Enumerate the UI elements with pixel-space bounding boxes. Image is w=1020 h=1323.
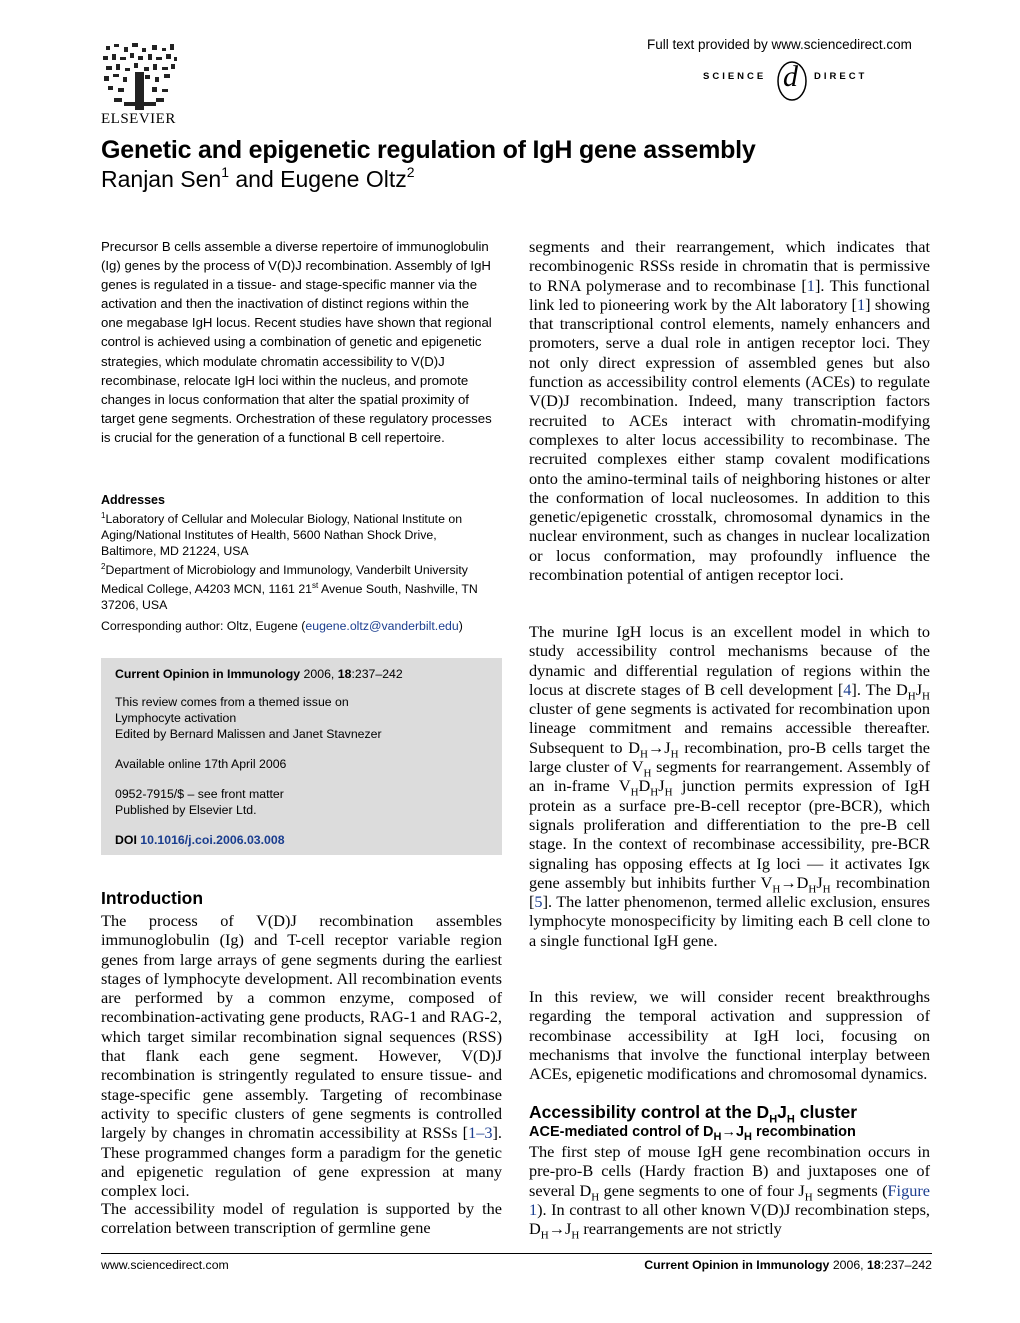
author-2: Eugene Oltz: [280, 166, 407, 192]
subsec-b: recombination: [751, 1124, 856, 1140]
subsection-heading-ace: [529, 1124, 930, 1143]
footer-pages: :237–242: [880, 1258, 932, 1272]
ref-link[interactable]: 1–3: [468, 1123, 493, 1143]
themed-issue-label: This review comes from a themed issue on: [115, 695, 349, 709]
footer-year: 2006,: [829, 1258, 868, 1272]
sciencedirect-logo: [700, 58, 940, 104]
sub-h: H: [630, 786, 639, 799]
ref-link[interactable]: 1: [856, 294, 866, 314]
corresponding-close: ): [458, 619, 463, 633]
address-1-number: 1: [101, 511, 106, 520]
p4-text-c: segments (: [812, 1180, 888, 1200]
address-2-text-a: Department of Microbiology and Immunology, Vanderbilt University Medical College, A4203 MCN, 1161 21: [101, 563, 468, 597]
sub-h: H: [804, 1190, 813, 1203]
p1-text-a: segments and their rearrangement, which indicates that recombinogenic RSSs reside in chromatin that is permissive to RNA polymerase and to recombinase [: [529, 237, 930, 295]
journal-year: 2006,: [300, 667, 338, 681]
arrow: →: [548, 1219, 565, 1239]
author-list: [101, 166, 415, 193]
sub-h: H: [650, 786, 659, 799]
intro-paragraph-1: [101, 911, 502, 1200]
p2-text-c: cluster of gene segments is activated for recombination upon lineage commitment and remains accessible thereafter. Subsequent to D: [529, 699, 930, 757]
address-1-text: Laboratory of Cellular and Molecular Biology, National Institute on Aging/National Institutes of Health, 5600 Nathan Shock Drive, Baltimore, MD 21224, USA: [101, 512, 463, 559]
article-title: Genetic and epigenetic regulation of IgH gene assembly: [101, 136, 756, 164]
footer-website[interactable]: www.sciencedirect.com: [101, 1258, 229, 1272]
seg-d: D: [638, 776, 651, 796]
sub-h: H: [571, 1229, 580, 1242]
sub-h: H: [670, 748, 679, 761]
sd-logo-right: DIRECT: [814, 71, 868, 82]
sec-heading-b: cluster: [794, 1102, 858, 1122]
address-1: [101, 508, 493, 559]
p2-text-g: recombination [: [529, 872, 930, 912]
address-2-text-b: Avenue South, Nashville, TN 37206, USA: [101, 582, 478, 613]
article-info-box: [101, 658, 502, 855]
author-1-affiliation: 1: [221, 164, 229, 180]
seg-j: J: [735, 1124, 745, 1140]
p1-text-b: ]. This functional link led to pioneering work by the Alt laboratory [: [529, 275, 930, 314]
addresses-heading: Addresses: [101, 493, 165, 507]
seg-j: J: [777, 1102, 787, 1122]
p2-text-b: ]. The D: [851, 679, 908, 699]
arrow: →: [721, 1124, 736, 1140]
doi-line: [115, 832, 488, 848]
sd-logo-letter: d: [783, 60, 798, 93]
arrow: →: [780, 872, 797, 892]
p1-text-c: ] showing that transcriptional control elements, namely enhancers and promoters, serve a dual role in antigen receptor loci. They not only direct expression of assembled genes but also function as accessibility control elements (ACEs) to regulate V(D)J recombination. Indeed, many transcription factors recruited to ACEs interact with chromatin-modifying complexes to alter locus accessibility to recombinase. The recruited complexes either stamp covalent modifications onto the amino-terminal tails of neighboring histones or alter the conformation of local nucleosomes. In addition to this genetic/epigenetic crosstalk, chromosomal dynamics in the nuclear environment, such as changes in nuclear localization or locus conformation, may profoundly influence the recombination potential of antigen receptor loci.: [529, 294, 930, 585]
sub-h: H: [713, 1130, 722, 1143]
sub-h: H: [769, 1113, 778, 1126]
sub-h: H: [922, 690, 930, 703]
figure-link[interactable]: Figure 1: [529, 1180, 931, 1219]
intro-paragraph-2: The accessibility model of regulation is supported by the correlation between transcription of germline gene: [101, 1199, 502, 1238]
seg-j: J: [658, 776, 665, 796]
editors: Edited by Bernard Malissen and Janet Stavnezer: [115, 727, 382, 741]
p2-text-h: ]. The latter phenomenon, termed allelic exclusion, ensures lymphocyte monospecificity by limiting each B cell clone to a single functional IgH gene.: [529, 892, 930, 950]
seg-j: J: [915, 679, 923, 699]
sub-h: H: [808, 883, 817, 896]
seg-j: J: [816, 872, 823, 892]
sub-h: H: [640, 748, 648, 761]
right-paragraph-1: [529, 237, 930, 584]
available-online: Available online 17th April 2006: [115, 757, 287, 771]
footer-divider: [101, 1253, 932, 1254]
address-2-ordinal: st: [312, 581, 319, 591]
author-2-affiliation: 2: [406, 164, 415, 180]
footer-journal: Current Opinion in Immunology: [644, 1258, 830, 1272]
sub-h: H: [643, 767, 652, 780]
right-paragraph-2: [529, 622, 930, 950]
sub-h: H: [664, 786, 673, 799]
subsec-a: ACE-mediated control of D: [529, 1124, 714, 1140]
seg-d: D: [796, 872, 809, 892]
publisher-name: ELSEVIER: [101, 111, 176, 127]
ref-link[interactable]: 5: [534, 892, 543, 912]
sub-h: H: [907, 690, 916, 703]
p4-text-a: The first step of mouse IgH gene recombination occurs in pre-pro-B cells (Hardy fraction B) and juxtaposes one of several D: [529, 1142, 930, 1200]
introduction-heading: Introduction: [101, 888, 204, 908]
abstract: Precursor B cells assemble a diverse repertoire of immunoglobulin (Ig) genes by the process of V(D)J recombination. Assembly of IgH genes is regulated in a tissue- and stage-specific manner via the activation and then the inactivation of distinct regions within the one megabase IgH locus. Recent studies have shown that regional control is achieved using a combination of genetic and epigenetic strategies, which modulate chromatin accessibility to V(D)J recombinase, relocate IgH loci within the nucleus, and promote changes in locus conformation that alter the spatial proximity of target gene segments. Orchestration of these regulatory processes is crucial for the generation of a functional B cell repertoire.: [101, 239, 492, 445]
address-2-number: 2: [101, 562, 106, 572]
ref-link[interactable]: 1: [806, 275, 815, 295]
author-1: Ranjan Sen: [101, 166, 222, 192]
sub-h: H: [744, 1130, 752, 1143]
p4-text-b: gene segments to one of four J: [599, 1180, 805, 1200]
right-paragraph-4: [529, 1142, 931, 1242]
p2-text-e: segments for rearrangement. Assembly of an in-frame V: [529, 757, 930, 796]
sub-h: H: [540, 1229, 549, 1242]
p4-text-d: ). In contrast to all other known V(D)J recombination steps, D: [529, 1199, 930, 1239]
sec-heading-a: Accessibility control at the D: [529, 1102, 770, 1122]
section-heading-dhjh: [529, 1102, 930, 1126]
addresses: [101, 492, 493, 613]
publisher-line: Published by Elsevier Ltd.: [115, 803, 257, 817]
address-2: [101, 559, 493, 613]
ref-link[interactable]: 4: [843, 679, 852, 699]
sub-h: H: [822, 883, 831, 896]
intro-p1-text-a: The process of V(D)J recombination assembles immunoglobulin (Ig) and T-cell receptor variable region genes from large arrays of gene segments during the earliest stages of lymphocyte development. All recombination events are performed by a common enzyme, composed of recombination-activating gene products, RAG-1 and RAG-2, which target similar recombination signal sequences (RSS) that flank each gene segment. However, V(D)J recombination is stringently regulated to ensure tissue- and stage-specific gene assembly. Targeting of recombinase activity to specific clusters of gene segments is controlled largely by changes in chromatin accessibility at RSSs [: [101, 911, 502, 1143]
sub-h: H: [786, 1113, 795, 1126]
journal-name: Current Opinion in Immunology: [115, 667, 301, 681]
doi-label: DOI: [115, 833, 137, 847]
full-text-notice[interactable]: Full text provided by www.sciencedirect.com: [647, 37, 912, 52]
p2-text-a: The murine IgH locus is an excellent model in which to study accessibility control mechanisms because of the dynamic and differential regulation of regions within the locus at discrete stages of B cell development [: [529, 622, 930, 699]
issn: 0952-7915/$ – see front matter: [115, 787, 284, 801]
footer-volume: 18: [867, 1258, 881, 1272]
footer-citation: [630, 1258, 932, 1272]
p2-text-f: junction permits expression of IgH protein as a surface pre-B-cell receptor (pre-BCR), which signals proliferation and differentiation to the pre-B cell stage. In the context of recombinase accessibility, pre-BCR signaling has opposing effects at Ig loci — it activates Igκ gene assembly but inhibits further V: [529, 776, 930, 892]
sd-logo-left: SCIENCE: [703, 71, 767, 82]
seg-j: J: [664, 737, 671, 757]
themed-issue-name: Lymphocyte activation: [115, 711, 237, 725]
p2-text-d: recombination, pro-B cells target the large cluster of V: [529, 737, 930, 777]
corresponding-label: Corresponding author: Oltz, Eugene (: [101, 619, 306, 633]
sub-h: H: [772, 883, 781, 896]
right-paragraph-3: In this review, we will consider recent breakthroughs regarding the temporal activation and suppression of recombinase accessibility at IgH loci, focusing on mechanisms that involve the functional interplay between ACEs, epigenetic modifications and chromosomal dynamics.: [529, 987, 930, 1084]
intro-p1-text-b: ]. These programmed changes form a paradigm for the genetic and epigenetic regulation of gene expression at many complex loci.: [101, 1123, 502, 1201]
journal-pages: :237–242: [351, 667, 403, 681]
journal-volume: 18: [337, 667, 352, 681]
corresponding-author: [101, 619, 493, 633]
doi-link[interactable]: 10.1016/j.coi.2006.03.008: [140, 833, 285, 847]
seg-j: J: [565, 1219, 572, 1239]
arrow: →: [647, 737, 665, 757]
journal-citation: [115, 666, 488, 682]
p4-text-e: rearrangements are not strictly: [579, 1219, 782, 1239]
corresponding-email-link[interactable]: eugene.oltz@vanderbilt.edu: [305, 619, 459, 633]
sub-h: H: [591, 1190, 600, 1203]
author-conjunction: and: [229, 166, 281, 192]
